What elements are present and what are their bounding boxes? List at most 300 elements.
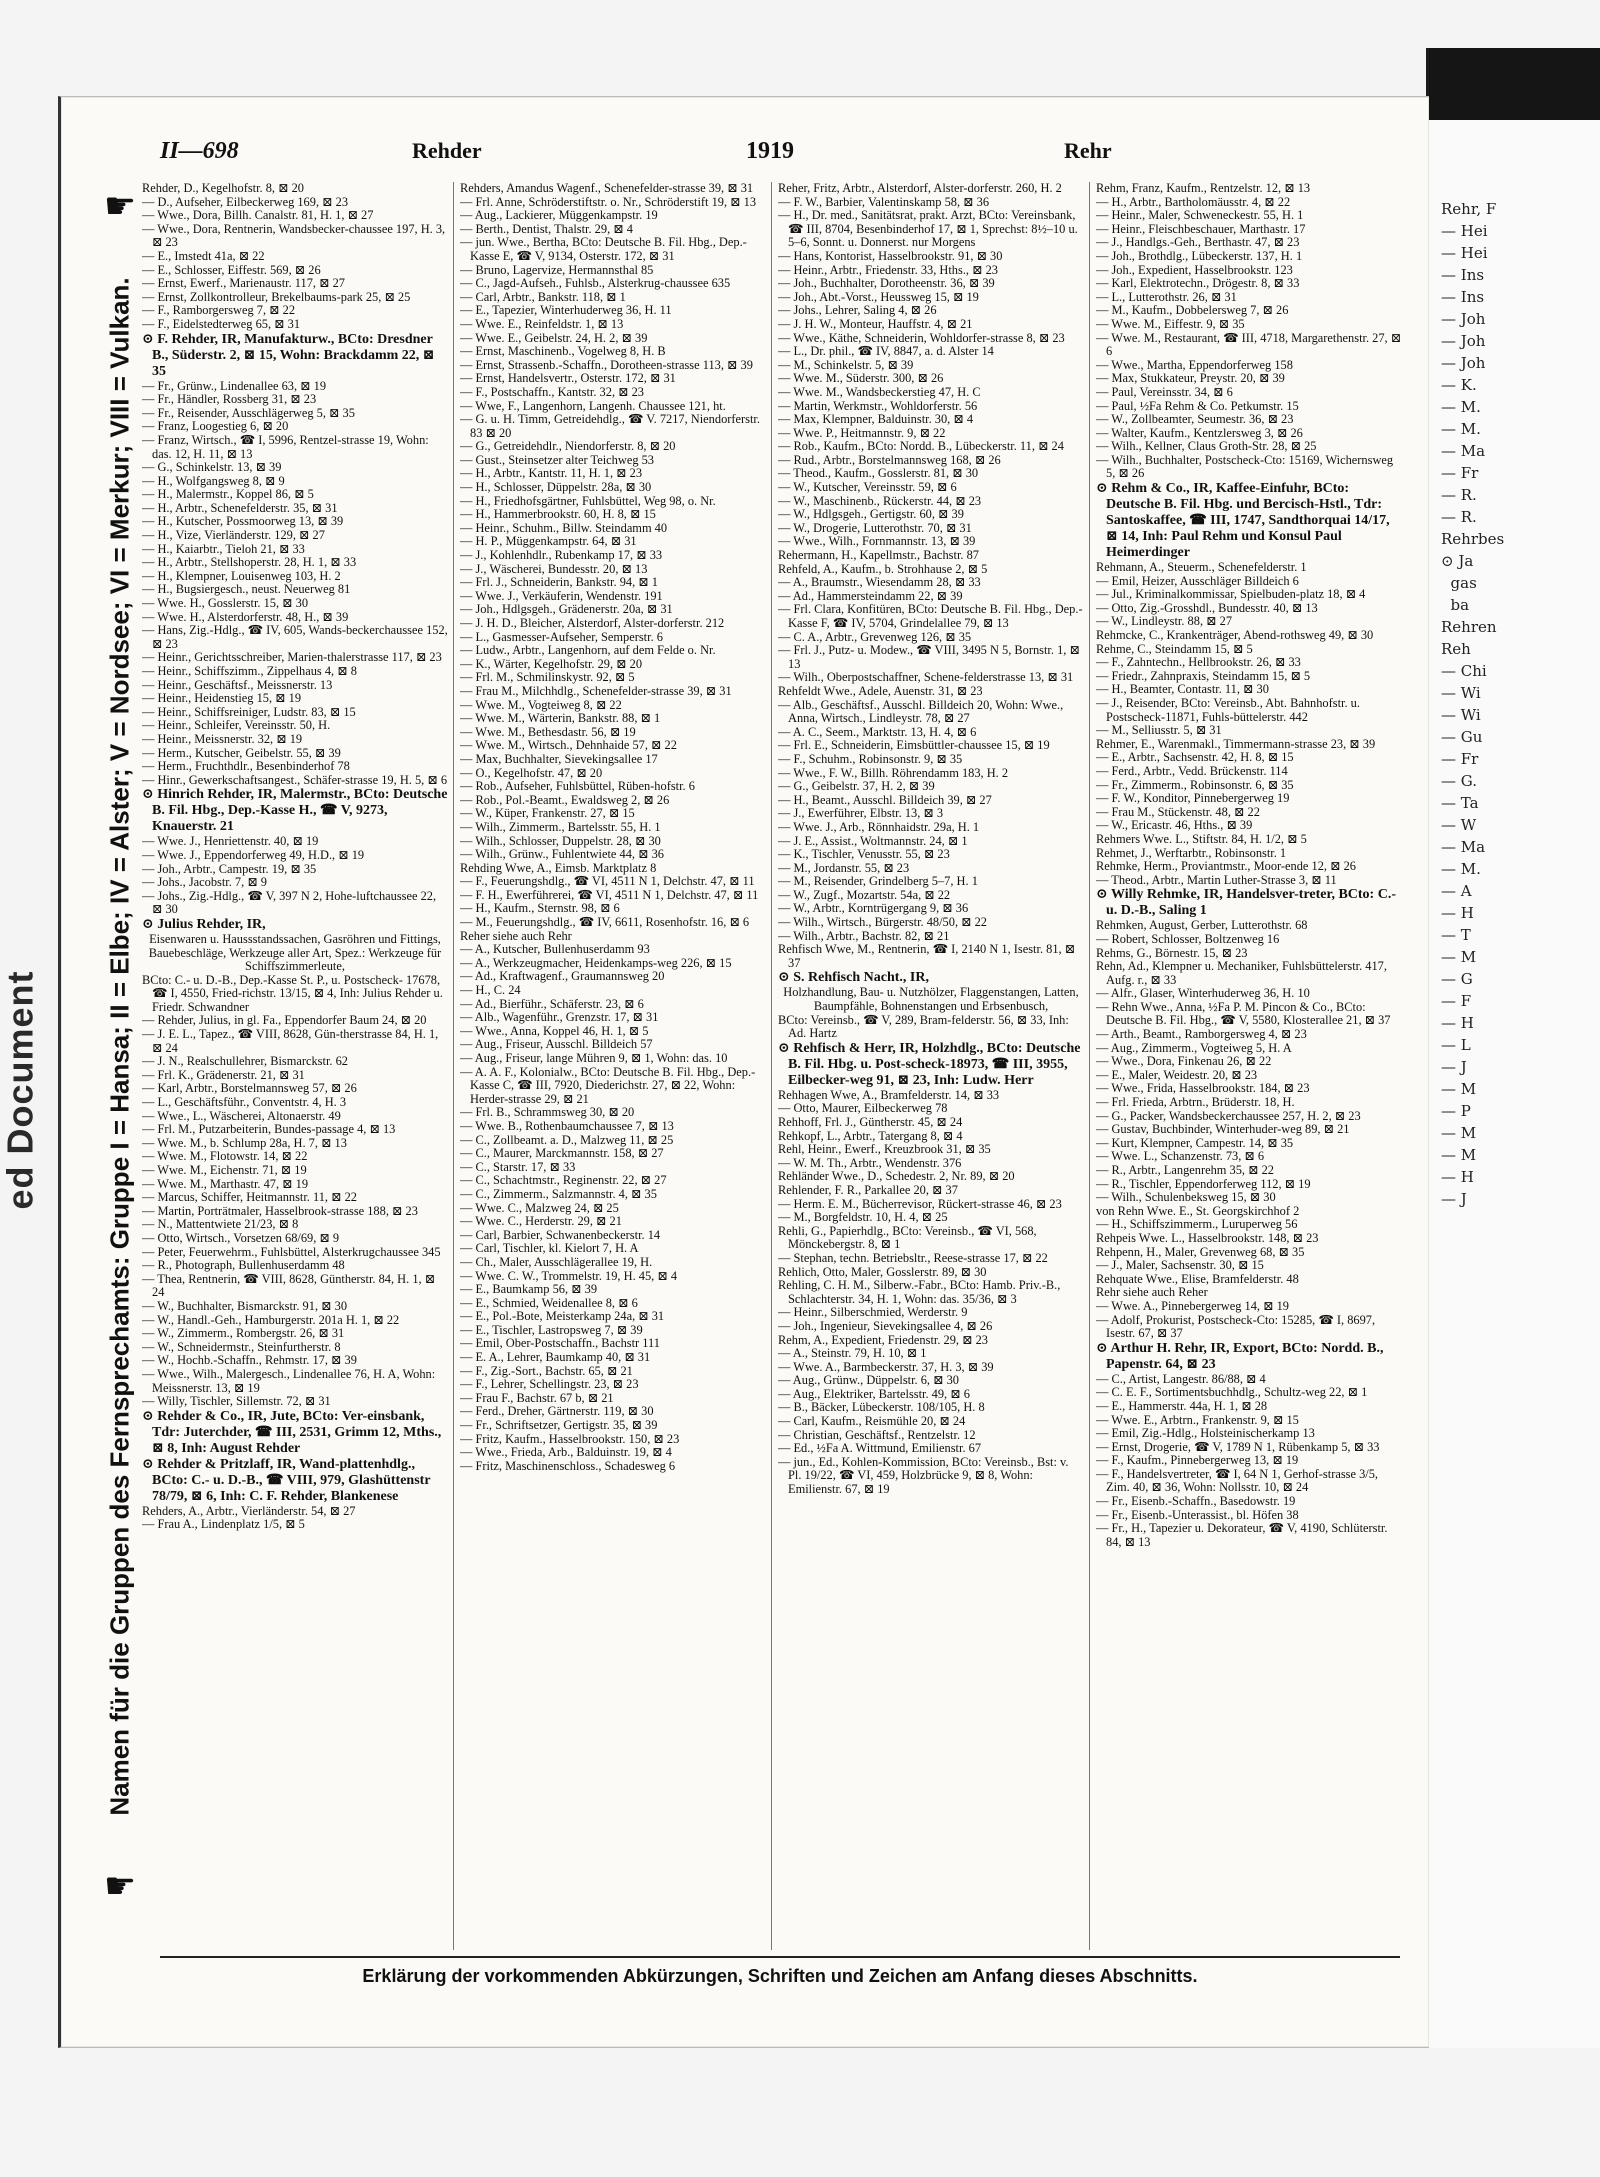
directory-entry: — Alfr., Glaser, Winterhuderweg 36, H. 10: [1096, 986, 1310, 1001]
directory-entry: — Frl. Anne, Schröderstiftstr. o. Nr., Schröderstift 19, ⊠ 13: [460, 194, 757, 209]
directory-entry: — Wilh., Oberpostschaffner, Schene-felderstrasse 13, ⊠ 31: [778, 670, 1074, 685]
directory-entry: — H., Dr. med., Sanitätsrat, prakt. Arzt, BCto: Vereinsbank, ☎ III, 8704, Besenbinderhof 17, ⊠ 1, Sprechst: 8½–10 u. 5–6, Sonnt. u. Donnerst. nur Morgens: [778, 208, 1078, 250]
directory-entry: — Heinr., Schiffsreiniger, Ludstr. 83, ⊠ 15: [142, 704, 356, 719]
directory-entry: Rehn, Ad., Klempner u. Mechaniker, Fuhlsbüttelerstr. 417, Aufg. r., ⊠ 33: [1096, 959, 1387, 987]
directory-entry: — Joh., Buchhalter, Dorotheenstr. 36, ⊠ 39: [778, 276, 995, 291]
directory-entry: — Wwe, F., Langenhorn, Langenh. Chaussee 121, ht.: [460, 398, 726, 413]
directory-entry: — Emil, Zig.-Hdlg., Holsteinischerkamp 13: [1096, 1426, 1315, 1441]
directory-entry: Rehl, Heinr., Ewerf., Kreuzbrook 31, ⊠ 35: [778, 1142, 991, 1157]
directory-entry: — W. M. Th., Arbtr., Wendenstr. 376: [778, 1155, 962, 1170]
directory-entry: — G., Geibelstr. 37, H. 2, ⊠ 39: [778, 779, 935, 794]
directory-entry: — Theod., Kaufm., Gosslerstr. 81, ⊠ 30: [778, 466, 979, 481]
directory-entry: — Ernst, Strassenb.-Schaffn., Dorotheen-strasse 113, ⊠ 39: [460, 357, 753, 372]
directory-entry: — Joh., Expedient, Hasselbrookstr. 123: [1096, 262, 1293, 277]
directory-entry: — C., Schachtmstr., Reginenstr. 22, ⊠ 27: [460, 1173, 667, 1188]
directory-entry: — Frl. B., Schrammsweg 30, ⊠ 20: [460, 1105, 635, 1120]
directory-entry: — Franz, Loogestieg 6, ⊠ 20: [142, 419, 289, 434]
directory-entry: — Aug., Friseur, Ausschl. Billdeich 57: [460, 1037, 653, 1052]
directory-entry: — F., Feuerungshdlg., ☎ VI, 4511 N 1, Delchstr. 47, ⊠ 11: [460, 874, 755, 889]
directory-entry: — Wwe. M., Flotowstr. 14, ⊠ 22: [142, 1149, 308, 1164]
directory-entry: — Wwe. E., Arbtrn., Frankenstr. 9, ⊠ 15: [1096, 1412, 1299, 1427]
directory-entry: Reher, Fritz, Arbtr., Alsterdorf, Alster-dorferstr. 260, H. 2: [778, 182, 1062, 195]
directory-entry: — Heinr., Meissnerstr. 32, ⊠ 19: [142, 731, 303, 746]
directory-entry: — W., Schneidermstr., Steinfurtherstr. 8: [142, 1339, 341, 1354]
directory-entry: — Peter, Feuerwehrm., Fuhlsbüttel, Alsterkrugchaussee 345: [142, 1244, 441, 1259]
directory-entry: — Joh., Ingenieur, Sievekingsallee 4, ⊠ 26: [778, 1318, 993, 1333]
directory-entry: — J., Wäscherei, Bundesstr. 20, ⊠ 13: [460, 561, 648, 576]
footer-rule: [160, 1956, 1400, 1958]
directory-entry: — Rob., Kaufm., BCto: Nordd. B., Lübeckerstr. 11, ⊠ 24: [778, 439, 1064, 454]
directory-entry: — Wwe., Wilh., Fornmannstr. 13, ⊠ 39: [778, 534, 976, 549]
directory-entry: ⊙ Rehfisch & Herr, IR, Holzhdlg., BCto: Deutsche B. Fil. Hbg. u. Post-scheck-18973, ☎ III, 3955, Eilbecker-weg 91, ⊠ 23, Inh: Ludw. Herr: [778, 1040, 1081, 1088]
directory-entry: — Fr., Reisender, Ausschlägerweg 5, ⊠ 35: [142, 405, 355, 420]
directory-entry: — Rob., Aufseher, Fuhlsbüttel, Rüben-hofstr. 6: [460, 779, 695, 794]
directory-entry: — Aug., Friseur, lange Mühren 9, ⊠ 1, Wohn: das. 10: [460, 1051, 728, 1065]
directory-entry: Reher siehe auch Rehr: [460, 928, 572, 943]
directory-entry: — J., Maler, Sachsenstr. 30, ⊠ 15: [1096, 1258, 1264, 1273]
directory-entry: — Ernst, Ewerf., Marienaustr. 117, ⊠ 27: [142, 276, 345, 291]
directory-entry: — E., Schlosser, Eiffestr. 569, ⊠ 26: [142, 262, 321, 277]
directory-entry: — Rob., Pol.-Beamt., Ewaldsweg 2, ⊠ 26: [460, 792, 670, 807]
directory-entry: — Fr., Händler, Rossberg 31, ⊠ 23: [142, 392, 317, 407]
directory-entry: — H., C. 24: [460, 983, 521, 998]
directory-entry: — L., Lutterothstr. 26, ⊠ 31: [1096, 289, 1237, 304]
directory-entry: — W., Küper, Frankenstr. 27, ⊠ 15: [460, 806, 635, 821]
directory-entry: — Wwe., Wilh., Malergesch., Lindenallee 76, H. A, Wohn: Meissnerstr. 13, ⊠ 19: [142, 1366, 436, 1395]
directory-entry: — Fr., Grünw., Lindenallee 63, ⊠ 19: [142, 378, 327, 393]
directory-entry: Rehmke, Herm., Proviantmstr., Moor-ende 12, ⊠ 26: [1096, 859, 1356, 874]
directory-entry: — Ludw., Arbtr., Langenhorn, auf dem Felde o. Nr.: [460, 643, 716, 658]
directory-entry: — G. u. H. Timm, Getreidehdlg., ☎ V. 7217, Niendorferstr. 83 ⊠ 20: [460, 412, 760, 440]
directory-entry: — Otto, Zig.-Grosshdl., Bundesstr. 40, ⊠ 13: [1096, 600, 1318, 615]
column-divider: [771, 182, 772, 1950]
directory-entry: — F. H., Ewerführerei, ☎ VI, 4511 N 1, Delchstr. 47, ⊠ 11: [460, 887, 759, 902]
directory-entry: — Martin, Werkmstr., Wohldorferstr. 56: [778, 398, 978, 413]
directory-entry: — Wilh., Kellner, Claus Groth-Str. 28, ⊠ 25: [1096, 439, 1317, 454]
directory-entry: — G., Getreidehdlr., Niendorferstr. 8, ⊠ 20: [460, 439, 676, 454]
directory-entry: von Rehn Wwe. E., St. Georgskirchhof 2: [1096, 1203, 1300, 1218]
directory-entry: — H., Schlosser, Düppelstr. 28a, ⊠ 30: [460, 480, 652, 495]
column-divider: [1089, 182, 1090, 1950]
directory-entry: — Fr., Schriftsetzer, Gertigstr. 35, ⊠ 39: [460, 1418, 658, 1433]
directory-entry: — Rehn Wwe., Anna, ½Fa P. M. Pincon & Co., BCto: Deutsche B. Fil. Hbg., ☎ V, 5580, Klosterallee 21, ⊠ 37: [1096, 999, 1391, 1028]
directory-entry: — Johs., Lehrer, Saling 4, ⊠ 26: [778, 303, 937, 318]
directory-entry: — Joh., Hdlgsgeh., Grädenerstr. 20a, ⊠ 31: [460, 602, 673, 617]
directory-entry: Rehmann, A., Steuerm., Schenefelderstr. 1: [1096, 560, 1307, 575]
directory-entry: — J. E., Assist., Woltmannstr. 24, ⊠ 1: [778, 833, 968, 848]
directory-entry: Rehders, A., Arbtr., Vierländerstr. 54, ⊠ 27: [142, 1503, 356, 1518]
directory-entry: — Wwe., Frieda, Arb., Balduinstr. 19, ⊠ 4: [460, 1445, 672, 1460]
directory-entry: — Wwe. M., Eiffestr. 9, ⊠ 35: [1096, 316, 1245, 331]
directory-entry: — J., Kohlenhdlr., Rubenkamp 17, ⊠ 33: [460, 548, 663, 563]
directory-entry: — N., Mattentwiete 21/23, ⊠ 8: [142, 1217, 299, 1232]
directory-entry: — F. W., Konditor, Pinnebergerweg 19: [1096, 791, 1290, 806]
directory-entry: — W., Arbtr., Korntrügergang 9, ⊠ 36: [778, 901, 969, 916]
directory-entry: — Fritz, Kaufm., Hasselbrookstr. 150, ⊠ 23: [460, 1431, 680, 1446]
directory-entry: — F., Postschaffn., Kantstr. 32, ⊠ 23: [460, 384, 645, 399]
directory-entry: — E., Hammerstr. 44a, H. 1, ⊠ 28: [1096, 1398, 1268, 1413]
directory-entry: — K., Tischler, Venusstr. 55, ⊠ 23: [778, 847, 950, 862]
directory-entry: — Wwe. C. W., Trommelstr. 19, H. 45, ⊠ 4: [460, 1268, 678, 1283]
page-number: II—698: [160, 138, 239, 164]
directory-entry: — Hans, Zig.-Hdlg., ☎ IV, 605, Wands-beckerchaussee 152, ⊠ 23: [142, 623, 448, 651]
directory-entry: — H., Malermstr., Koppel 86, ⊠ 5: [142, 487, 314, 502]
directory-entry: — H., Beamter, Contastr. 11, ⊠ 30: [1096, 682, 1269, 697]
directory-entry: — Friedr., Zahnpraxis, Steindamm 15, ⊠ 5: [1096, 668, 1311, 683]
directory-entry: ⊙ Rehder & Co., IR, Jute, BCto: Ver-einsbank, Tdr: Juterchder, ☎ III, 2531, Grimm 12, Mths., ⊠ 8, Inh: August Rehder: [142, 1408, 442, 1456]
directory-entry: — Fr., Zimmerm., Robinsonstr. 6, ⊠ 35: [1096, 777, 1294, 792]
directory-entry: Rehmers Wwe. L., Stiftstr. 84, H. 1/2, ⊠ 5: [1096, 831, 1307, 846]
directory-entry: — H., Arbtr., Bartholomäusstr. 4, ⊠ 22: [1096, 194, 1291, 209]
directory-entry: — L., Geschäftsführ., Conventstr. 4, H. 3: [142, 1095, 347, 1110]
directory-entry: — E., Baumkamp 56, ⊠ 39: [460, 1282, 598, 1297]
directory-column-2: [460, 182, 766, 1950]
directory-entry: — W., Hochb.-Schaffn., Rehmstr. 17, ⊠ 39: [142, 1353, 357, 1368]
directory-entry: — Johs., Zig.-Hdlg., ☎ V, 397 N 2, Hohe-luftchaussee 22, ⊠ 30: [142, 888, 437, 917]
directory-entry: — Heinr., Heidenstieg 15, ⊠ 19: [142, 691, 302, 706]
directory-entry: — J. H. D., Bleicher, Alsterdorf, Alster-dorferstr. 212: [460, 616, 725, 630]
directory-entry: — Wwe., Dora, Finkenau 26, ⊠ 22: [1096, 1054, 1272, 1069]
directory-entry: — Heinr., Schleifer, Vereinsstr. 50, H.: [142, 718, 331, 733]
directory-entry: — Wwe. B., Rothenbaumchaussee 7, ⊠ 13: [460, 1118, 674, 1133]
directory-entry: Rehmer, E., Warenmakl., Timmermann-strasse 23, ⊠ 39: [1096, 736, 1376, 751]
directory-entry: — Wilh., Buchhalter, Postscheck-Cto: 15169, Wichernsweg 5, ⊠ 26: [1096, 452, 1394, 481]
directory-entry: — W., Kutscher, Vereinsstr. 59, ⊠ 6: [778, 480, 957, 495]
directory-entry: — H., Bugsiergesch., neust. Neuerweg 81: [142, 582, 351, 597]
directory-entry: — Heinr., Gerichtsschreiber, Marien-thalerstrasse 117, ⊠ 23: [142, 650, 442, 665]
directory-entry: — Max, Klempner, Balduinstr. 30, ⊠ 4: [778, 412, 974, 427]
directory-entry: — Robert, Schlosser, Boltzenweg 16: [1096, 931, 1280, 946]
directory-entry: — A., Werkzeugmacher, Heidenkamps-weg 226, ⊠ 15: [460, 955, 732, 970]
directory-entry: Rehder, D., Kegelhofstr. 8, ⊠ 20: [142, 182, 304, 195]
directory-entry: — Berth., Dentist, Thalstr. 29, ⊠ 4: [460, 221, 633, 236]
directory-entry: — Theod., Arbtr., Martin Luther-Strasse 3, ⊠ 11: [1096, 872, 1337, 887]
directory-entry: Rehms, G., Börnestr. 15, ⊠ 23: [1096, 945, 1248, 960]
directory-column-3: [778, 182, 1084, 1950]
directory-entry: — Martin, Porträtmaler, Hasselbrook-strasse 188, ⊠ 23: [142, 1203, 418, 1218]
directory-entry: — H., Kaufm., Sternstr. 98, ⊠ 6: [460, 901, 620, 916]
directory-entry: ⊙ Willy Rehmke, IR, Handelsver-treter, BCto: C.- u. D.-B., Saling 1: [1096, 887, 1396, 919]
directory-entry: — Wwe. M., Marthastr. 47, ⊠ 19: [142, 1176, 309, 1191]
directory-entry: — J. E. L., Tapez., ☎ VIII, 8628, Gün-therstrasse 84, H. 1, ⊠ 24: [142, 1027, 439, 1055]
telephone-groups-sidebar: [92, 186, 148, 1906]
directory-entry: — Ferd., Arbtr., Vedd. Brückenstr. 114: [1096, 763, 1288, 778]
directory-entry: — Heinr., Silberschmied, Werderstr. 9: [778, 1305, 968, 1320]
directory-entry: — Max, Stukkateur, Preystr. 20, ⊠ 39: [1096, 371, 1285, 386]
directory-entry: — Carl, Tischler, kl. Kielort 7, H. A: [460, 1241, 639, 1256]
directory-entry: — M., Reisender, Grindelberg 5–7, H. 1: [778, 874, 978, 889]
directory-entry: Rehhoff, Frl. J., Güntherstr. 45, ⊠ 24: [778, 1115, 963, 1129]
directory-entry: — Joh., Brothdlg., Lübeckerstr. 137, H. 1: [1096, 248, 1303, 263]
directory-entry: — Frau F., Bachstr. 67 b, ⊠ 21: [460, 1390, 614, 1405]
directory-entry: — Wwe. M., Bethesdastr. 56, ⊠ 19: [460, 724, 636, 739]
directory-entry: — W., Zollbeamter, Seumestr. 36, ⊠ 23: [1096, 412, 1294, 427]
directory-entry: — Wwe., Anna, Koppel 46, H. 1, ⊠ 5: [460, 1023, 649, 1038]
directory-entry: — H., Wolfgangsweg 8, ⊠ 9: [142, 473, 285, 488]
directory-entry: ⊙ Arthur H. Rehr, IR, Export, BCto: Nordd. B., Papenstr. 64, ⊠ 23: [1096, 1340, 1384, 1372]
directory-entry: — Wwe. L., Schanzenstr. 73, ⊠ 6: [1096, 1149, 1265, 1164]
directory-entry: — Ad., Bierführ., Schäferstr. 23, ⊠ 6: [460, 996, 644, 1011]
page-header: [160, 138, 1400, 170]
directory-entry: — Aug., Lackierer, Müggenkampstr. 19: [460, 208, 658, 223]
directory-entry: — Otto, Maurer, Eilbeckerweg 78: [778, 1101, 948, 1116]
directory-entry: Rehling, C. H. M., Silberw.-Fabr., BCto: Hamb. Priv.-B., Schlachterstr. 34, H. 1, Wohn: das. 35/36, ⊠ 3: [778, 1278, 1061, 1306]
directory-entry: — Frau M., Milchhdlg., Schenefelder-strasse 39, ⊠ 31: [460, 683, 732, 698]
directory-entry: Rehmet, J., Werftarbtr., Robinsonstr. 1: [1096, 845, 1287, 860]
directory-entry: BCto: Vereinsb., ☎ V, 289, Bram-felderstr. 56, ⊠ 33, Inh: Ad. Hartz: [778, 1012, 1069, 1041]
directory-entry: — H., Arbtr., Stellshoperstr. 28, H. 1, ⊠ 33: [142, 555, 357, 570]
header-year: 1919: [746, 138, 794, 164]
directory-entry: — M., Schinkelstr. 5, ⊠ 39: [778, 357, 914, 372]
directory-entry: — W., Lindleystr. 88, ⊠ 27: [1096, 614, 1233, 629]
directory-entry: Holzhandlung, Bau- u. Nutzhölzer, Flaggenstangen, Latten, Baumpfähle, Bohnenstangen und Erbsenbusch,: [783, 985, 1079, 1014]
directory-entry: — Wwe. M., Restaurant, ☎ III, 4718, Margarethenstr. 27, ⊠ 6: [1096, 330, 1402, 359]
directory-entry: — Wwe. E., Reinfeldstr. 1, ⊠ 13: [460, 316, 624, 331]
directory-entry: — M., Feuerungshdlg., ☎ IV, 6611, Rosenhofstr. 16, ⊠ 6: [460, 915, 750, 930]
directory-entry: — Willy, Tischler, Sillemstr. 72, ⊠ 31: [142, 1394, 331, 1409]
directory-entry: ⊙ Rehder & Pritzlaff, IR, Wand-plattenhdlg., BCto: C.- u. D.-B., ☎ VIII, 979, Glashüttenstr 78/79, ⊠ 6, Inh: C. F. Rehder, Blankenese: [142, 1456, 431, 1504]
directory-entry: — Frl. K., Grädenerstr. 21, ⊠ 31: [142, 1067, 305, 1082]
telephone-groups-text: Namen für die Gruppen des Fernsprechamts: Gruppe I = Hansa; II = Elbe; IV = Alster; V = Nordsee; VI = Merkur; VIII = Vulkan.: [104, 276, 135, 1816]
directory-entry: — E., Tapezier, Winterhuderweg 36, H. 11: [460, 303, 672, 318]
directory-entry: — Wwe., Frida, Hasselbrookstr. 184, ⊠ 23: [1096, 1081, 1310, 1096]
directory-entry: — Wwe. C., Herderstr. 29, ⊠ 21: [460, 1214, 622, 1229]
directory-entry: — H., Beamt., Ausschl. Billdeich 39, ⊠ 27: [778, 792, 992, 807]
directory-entry: — H., Arbtr., Kantstr. 11, H. 1, ⊠ 23: [460, 466, 643, 481]
directory-entry: — Gustav, Buchbinder, Winterhuder-weg 89, ⊠ 21: [1096, 1122, 1350, 1137]
directory-entry: — Heinr., Maler, Schweneckestr. 55, H. 1: [1096, 208, 1304, 223]
directory-entry: — Wwe., Käthe, Schneiderin, Wohldorfer-strasse 8, ⊠ 23: [778, 330, 1065, 345]
directory-entry: — Bruno, Lagervize, Hermannsthal 85: [460, 262, 654, 277]
directory-entry: — Emil, Ober-Postschaffn., Bachstr 111: [460, 1336, 660, 1351]
directory-entry: Rehr siehe auch Reher: [1096, 1285, 1208, 1300]
directory-entry: — Wilh., Zimmerm., Bartelsstr. 55, H. 1: [460, 819, 661, 834]
directory-entry: — Carl, Arbtr., Bankstr. 118, ⊠ 1: [460, 289, 626, 304]
directory-entry: — A., Braumstr., Wiesendamm 28, ⊠ 33: [778, 575, 981, 590]
directory-entry: — Johs., Jacobstr. 7, ⊠ 9: [142, 875, 267, 890]
directory-entry: — Frl. J., Schneiderin, Bankstr. 94, ⊠ 1: [460, 575, 658, 590]
directory-entry: Rehpeis Wwe. L., Hasselbrookstr. 148, ⊠ 23: [1096, 1230, 1319, 1245]
directory-entry: — F., Handelsvertreter, ☎ I, 64 N 1, Gerhof-strasse 3/5, Zim. 40, ⊠ 36, Wohn: Nollsstr. 10, ⊠ 24: [1096, 1466, 1378, 1495]
directory-entry: — G., Packer, Wandsbeckerchaussee 257, H. 2, ⊠ 23: [1096, 1108, 1361, 1123]
directory-entry: — Frl. J., Putz- u. Modew., ☎ VIII, 3495 N 5, Bornstr. 1, ⊠ 13: [778, 643, 1080, 671]
directory-entry: — H., Arbtr., Schenefelderstr. 35, ⊠ 31: [142, 500, 338, 515]
directory-entry: Rehders, Amandus Wagenf., Schenefelder-strasse 39, ⊠ 31: [460, 182, 754, 195]
directory-entry: — Heinr., Arbtr., Friedenstr. 33, Hths., ⊠ 23: [778, 262, 998, 277]
directory-entry: — H., Kaiarbtr., Tieloh 21, ⊠ 33: [142, 541, 305, 556]
directory-entry: — J., Reisender, BCto: Vereinsb., Abt. Bahnhofstr. u. Postscheck-11871, Fuhls-büttelerstr. 442: [1096, 696, 1360, 724]
directory-entry: — B., Bäcker, Lübeckerstr. 108/105, H. 8: [778, 1400, 985, 1415]
directory-entry: — Ernst, Drogerie, ☎ V, 1789 N 1, Rübenkamp 5, ⊠ 33: [1096, 1439, 1380, 1454]
directory-entry: — Otto, Wirtsch., Vorsetzen 68/69, ⊠ 9: [142, 1230, 340, 1245]
directory-column-4: [1096, 182, 1402, 1950]
directory-entry: — M., Selliusstr. 5, ⊠ 31: [1096, 723, 1222, 738]
directory-entry: — Rud., Arbtr., Borstelmannsweg 168, ⊠ 26: [778, 452, 1001, 467]
directory-entry: — Wwe., L., Wäscherei, Altonaerstr. 49: [142, 1108, 341, 1123]
directory-entry: — Fr., Eisenb.-Unterassist., bl. Höfen 38: [1096, 1507, 1299, 1522]
directory-entry: Rehding Wwe, A., Eimsb. Marktplatz 8: [460, 860, 657, 875]
directory-entry: — H. P., Müggenkampstr. 64, ⊠ 31: [460, 534, 637, 549]
directory-entry: Rehquate Wwe., Elise, Bramfelderstr. 48: [1096, 1271, 1299, 1286]
directory-entry: — Heinr., Schiffszimm., Zippelhaus 4, ⊠ 8: [142, 664, 357, 678]
directory-entry: — F., Zig.-Sort., Bachstr. 65, ⊠ 21: [460, 1363, 633, 1378]
directory-entry: — Ernst, Handelsvertr., Osterstr. 172, ⊠ 31: [460, 371, 676, 386]
column-divider: [453, 182, 454, 1950]
directory-entry: — Hans, Kontorist, Hasselbrookstr. 91, ⊠ 30: [778, 248, 1003, 263]
directory-entry: — D., Aufseher, Eilbeckerweg 169, ⊠ 23: [142, 194, 349, 209]
directory-entry: — H., Vize, Vierländerstr. 129, ⊠ 27: [142, 528, 325, 543]
directory-entry: — J., Handlgs.-Geh., Berthastr. 47, ⊠ 23: [1096, 235, 1300, 250]
directory-entry: — Wwe. J., Henriettenstr. 40, ⊠ 19: [142, 834, 319, 849]
directory-entry: — K., Wärter, Kegelhofstr. 29, ⊠ 20: [460, 656, 643, 671]
directory-entry: — Kurt, Klempner, Campestr. 14, ⊠ 35: [1096, 1135, 1294, 1150]
directory-entry: — A., Kutscher, Bullenhuserdamm 93: [460, 942, 650, 957]
directory-entry: — Frau M., Stückenstr. 48, ⊠ 22: [1096, 804, 1260, 819]
directory-entry: — Marcus, Schiffer, Heitmannstr. 11, ⊠ 22: [142, 1190, 357, 1205]
directory-entry: — M., Borgfeldstr. 10, H. 4, ⊠ 25: [778, 1210, 948, 1225]
directory-entry: — W., Zimmerm., Rombergstr. 26, ⊠ 31: [142, 1326, 345, 1341]
directory-entry: Rehermann, H., Kapellmstr., Bachstr. 87: [778, 548, 979, 563]
directory-entry: — M., Kaufm., Dobbelersweg 7, ⊠ 26: [1096, 303, 1289, 318]
directory-entry: — E., Arbtr., Sachsenstr. 42, H. 8, ⊠ 15: [1096, 750, 1294, 765]
header-last-name: Rehr: [1064, 138, 1112, 163]
directory-entry: — Wwe. M., Wandsbeckerstieg 47, H. C: [778, 384, 981, 399]
directory-entry: — Fr., Eisenb.-Schaffn., Basedowstr. 19: [1096, 1494, 1296, 1509]
directory-entry: — A. C., Seem., Marktstr. 13, H. 4, ⊠ 6: [778, 724, 977, 739]
directory-entry: — E. A., Lehrer, Baumkamp 40, ⊠ 31: [460, 1350, 651, 1365]
directory-entry: — Wwe., F. W., Billh. Röhrendamm 183, H. 2: [778, 765, 1009, 780]
directory-entry: — Heinr., Geschäftsf., Meissnerstr. 13: [142, 677, 333, 692]
directory-entry: — Wwe. C., Malzweg 24, ⊠ 25: [460, 1200, 619, 1215]
directory-entry: ⊙ F. Rehder, IR, Manufakturw., BCto: Dresdner B., Süderstr. 2, ⊠ 15, Wohn: Brackdamm 22, ⊠ 35: [142, 331, 435, 379]
directory-entry: — W., Zugf., Mozartstr. 54a, ⊠ 22: [778, 887, 951, 902]
directory-entry: — Paul, ½Fa Rehm & Co. Petkumstr. 15: [1096, 398, 1299, 413]
directory-entry: — E., Imstedt 41a, ⊠ 22: [142, 248, 265, 263]
directory-entry: — F., Ramborgersweg 7, ⊠ 22: [142, 303, 296, 318]
abbreviation-note: Erklärung der vorkommenden Abkürzungen, Schriften und Zeichen am Anfang dieses Abschnitts.: [362, 1966, 1198, 1986]
directory-entry: — Alb., Wagenführ., Grenzstr. 17, ⊠ 31: [460, 1010, 659, 1025]
directory-entry: — Frau A., Lindenplatz 1/5, ⊠ 5: [142, 1517, 305, 1532]
directory-entry: — J., Ewerführer, Elbstr. 13, ⊠ 3: [778, 806, 944, 821]
pointing-hand-icon: ☛: [103, 1866, 137, 1906]
directory-entry: Rehli, G., Papierhdlg., BCto: Vereinsb., ☎ VI, 568, Mönckebergstr. 8, ⊠ 1: [778, 1223, 1037, 1252]
directory-entry: — Wilh., Grünw., Fuhlentwiete 44, ⊠ 36: [460, 847, 664, 862]
directory-entry: — J. N., Realschullehrer, Bismarckstr. 62: [142, 1054, 348, 1069]
directory-entry: — Wwe. J., Eppendorferweg 49, H.D., ⊠ 19: [142, 847, 365, 862]
directory-entry: Rehmcke, C., Krankenträger, Abend-rothsweg 49, ⊠ 30: [1096, 628, 1374, 643]
directory-entry: — C., Jagd-Aufseh., Fuhlsb., Alsterkrug-chaussee 635: [460, 276, 731, 291]
directory-entry: — Karl, Elektrotechn., Drögestr. 8, ⊠ 33: [1096, 276, 1300, 291]
directory-entry: — Wwe. H., Gosslerstr. 15, ⊠ 30: [142, 596, 309, 611]
directory-entry: — C., Artist, Langestr. 86/88, ⊠ 4: [1096, 1371, 1266, 1386]
directory-entry: Rehländer Wwe., D., Schedestr. 2, Nr. 89, ⊠ 20: [778, 1169, 1015, 1184]
directory-entry: — H., Schiffszimmerm., Luruperweg 56: [1096, 1217, 1298, 1232]
directory-entry: Rehme, C., Steindamm 15, ⊠ 5: [1096, 641, 1253, 656]
directory-entry: — Herm. E. M., Bücherrevisor, Rückert-strasse 46, ⊠ 23: [778, 1196, 1062, 1211]
directory-entry: — Ad., Kraftwagenf., Graumannsweg 20: [460, 969, 665, 984]
directory-entry: — R., Arbtr., Langenrehm 35, ⊠ 22: [1096, 1163, 1274, 1177]
directory-entry: ⊙ Hinrich Rehder, IR, Malermstr., BCto: Deutsche B. Fil. Hbg., Dep.-Kasse H., ☎ V, 9273, Knauerstr. 21: [142, 787, 448, 835]
directory-entry: — Wwe. E., Geibelstr. 24, H. 2, ⊠ 39: [460, 330, 648, 345]
directory-entry: ⊙ Rehm & Co., IR, Kaffee-Einfuhr, BCto: Deutsche B. Fil. Hbg. und Bercisch-Hstl., Tdr: Santoskaffee, ☎ III, 1747, Sandthorquai 14/17, ⊠ 14, Inh: Paul Rehm und Konsul Paul Heimerdinger: [1096, 481, 1390, 561]
directory-entry: — W., Drogerie, Lutterothstr. 70, ⊠ 31: [778, 520, 972, 535]
directory-entry: — L., Gasmesser-Aufseher, Semperstr. 6: [460, 629, 663, 644]
directory-entry: — Wwe. M., Süderstr. 300, ⊠ 26: [778, 371, 944, 386]
directory-entry: — F., Lehrer, Schellingstr. 23, ⊠ 23: [460, 1377, 639, 1392]
directory-entry: — jun. Wwe., Bertha, BCto: Deutsche B. Fil. Hbg., Dep.-Kasse E, ☎ V, 9134, Osterstr. 172, ⊠ 31: [460, 235, 747, 263]
directory-entry: — Wwe. M., Wirtsch., Dehnhaide 57, ⊠ 22: [460, 738, 677, 753]
directory-entry: — Thea, Rentnerin, ☎ VIII, 8628, Güntherstr. 84, H. 1, ⊠ 24: [142, 1271, 436, 1300]
left-margin-text: ed Document: [0, 970, 41, 1210]
directory-entry: ⊙ Julius Rehder, IR,: [142, 916, 266, 932]
directory-entry: — Christian, Geschäftsf., Rentzelstr. 12: [778, 1427, 976, 1442]
directory-entry: — Wilh., Schulenbeksweg 15, ⊠ 30: [1096, 1190, 1276, 1205]
directory-entry: Rehfeld, A., Kaufm., b. Strohhause 2, ⊠ 5: [778, 561, 988, 576]
directory-entry: — E., Pol.-Bote, Meisterkamp 24a, ⊠ 31: [460, 1309, 665, 1324]
directory-entry: Rehlender, F. R., Parkallee 20, ⊠ 37: [778, 1182, 958, 1197]
directory-entry: — Franz, Wirtsch., ☎ I, 5996, Rentzel-strasse 19, Wohn: das. 12, H. 11, ⊠ 13: [142, 432, 429, 461]
directory-entry: — Wilh., Schlosser, Duppelstr. 28, ⊠ 30: [460, 833, 661, 848]
directory-entry: — Ernst, Maschinenb., Vogelweg 8, H. B: [460, 344, 666, 359]
directory-entry: — E., Maler, Weidestr. 20, ⊠ 23: [1096, 1067, 1258, 1082]
directory-entry: — Wwe. A., Pinnebergerweg 14, ⊠ 19: [1096, 1298, 1289, 1313]
directory-entry: — M., Jordanstr. 55, ⊠ 23: [778, 860, 910, 875]
directory-entry: — Wilh., Arbtr., Bachstr. 82, ⊠ 21: [778, 928, 950, 943]
directory-entry: Rehfeldt Wwe., Adele, Auenstr. 31, ⊠ 23: [778, 683, 983, 698]
directory-entry: — Wwe. M., Vogteiweg 8, ⊠ 22: [460, 697, 622, 712]
directory-entry: — C. E. F., Sortimentsbuchhdlg., Schultz-weg 22, ⊠ 1: [1096, 1385, 1368, 1400]
directory-entry: — Ernst, Zollkontrolleur, Brekelbaums-park 25, ⊠ 25: [142, 289, 411, 304]
directory-entry: — F., Kaufm., Pinnebergerweg 13, ⊠ 19: [1096, 1453, 1299, 1468]
directory-entry: Rehlich, Otto, Maler, Gosslerstr. 89, ⊠ 30: [778, 1264, 987, 1279]
directory-entry: — Joh., Arbtr., Campestr. 19, ⊠ 35: [142, 861, 317, 876]
directory-entry: — Aug., Elektriker, Bartelsstr. 49, ⊠ 6: [778, 1386, 970, 1401]
directory-entry: — Arth., Beamt., Ramborgersweg 4, ⊠ 23: [1096, 1027, 1307, 1042]
directory-entry: — Jul., Kriminalkommissar, Spielbuden-platz 18, ⊠ 4: [1096, 587, 1366, 602]
directory-entry: Rehhagen Wwe, A., Bramfelderstr. 14, ⊠ 33: [778, 1087, 1000, 1102]
directory-entry: — C. A., Arbtr., Grevenweg 126, ⊠ 35: [778, 629, 972, 644]
directory-entry: — Joh., Abt.-Vorst., Heussweg 15, ⊠ 19: [778, 289, 979, 304]
directory-entry: — C., Maurer, Marckmannstr. 158, ⊠ 27: [460, 1146, 664, 1161]
directory-column-1: [142, 182, 448, 1950]
left-margin-bleed: [0, 140, 42, 2040]
directory-entry: — Adolf, Prokurist, Postscheck-Cto: 15285, ☎ I, 8697, Isestr. 67, ⊠ 37: [1096, 1312, 1376, 1341]
directory-entry: — W., Handl.-Geh., Hamburgerstr. 201a H. 1, ⊠ 22: [142, 1312, 400, 1327]
directory-entry: — jun., Ed., Kohlen-Kommission, BCto: Vereinsb., Bst: v. Pl. 19/22, ☎ VI, 459, Holzbrücke 9, ⊠ 8, Wohn: Emilienstr. 67, ⊠ 19: [778, 1454, 1069, 1497]
directory-entry: — Fritz, Maschinenschloss., Schadesweg 6: [460, 1458, 676, 1473]
binding-shadow: [1429, 48, 1600, 120]
directory-entry: — Paul, Vereinsstr. 34, ⊠ 6: [1096, 384, 1233, 399]
directory-entry: Rehm, A., Expedient, Friedenstr. 29, ⊠ 23: [778, 1332, 988, 1347]
directory-entry: — H., Klempner, Louisenweg 103, H. 2: [142, 568, 341, 583]
directory-entry: — E., Schmied, Weidenallee 8, ⊠ 6: [460, 1295, 638, 1310]
directory-entry: — W., Buchhalter, Bismarckstr. 91, ⊠ 30: [142, 1298, 348, 1313]
directory-entry: — Ed., ½Fa A. Wittmund, Emilienstr. 67: [778, 1441, 982, 1456]
directory-entry: — Frl. M., Schmilinskystr. 92, ⊠ 5: [460, 670, 635, 685]
directory-entry: — Karl, Arbtr., Borstelmannsweg 57, ⊠ 26: [142, 1081, 357, 1096]
directory-entry: Rehfisch Wwe, M., Rentnerin, ☎ I, 2140 N 1, Isestr. 81, ⊠ 37: [778, 942, 1076, 970]
directory-entry: — Frl. M., Putzarbeiterin, Bundes-passage 4, ⊠ 13: [142, 1122, 396, 1137]
directory-entry: — Rehder, Julius, in gl. Fa., Eppendorfer Baum 24, ⊠ 20: [142, 1013, 427, 1028]
directory-entry: — Wwe. H., Alsterdorferstr. 48, H., ⊠ 39: [142, 609, 349, 624]
directory-entry: — Wwe. A., Barmbeckerstr. 37, H. 3, ⊠ 39: [778, 1359, 994, 1374]
directory-entry: — F., Schuhm., Robinsonstr. 9, ⊠ 35: [778, 751, 963, 766]
directory-entry: — Wwe., Martha, Eppendorferweg 158: [1096, 357, 1293, 372]
directory-entry: — E., Tischler, Lastropsweg 7, ⊠ 39: [460, 1322, 643, 1337]
directory-entry: Rehkopf, L., Arbtr., Tatergang 8, ⊠ 4: [778, 1128, 963, 1143]
directory-entry: — Frl. E., Schneiderin, Eimsbüttler-chaussee 15, ⊠ 19: [778, 738, 1050, 753]
directory-entry: — Carl, Barbier, Schwanenbeckerstr. 14: [460, 1227, 661, 1242]
